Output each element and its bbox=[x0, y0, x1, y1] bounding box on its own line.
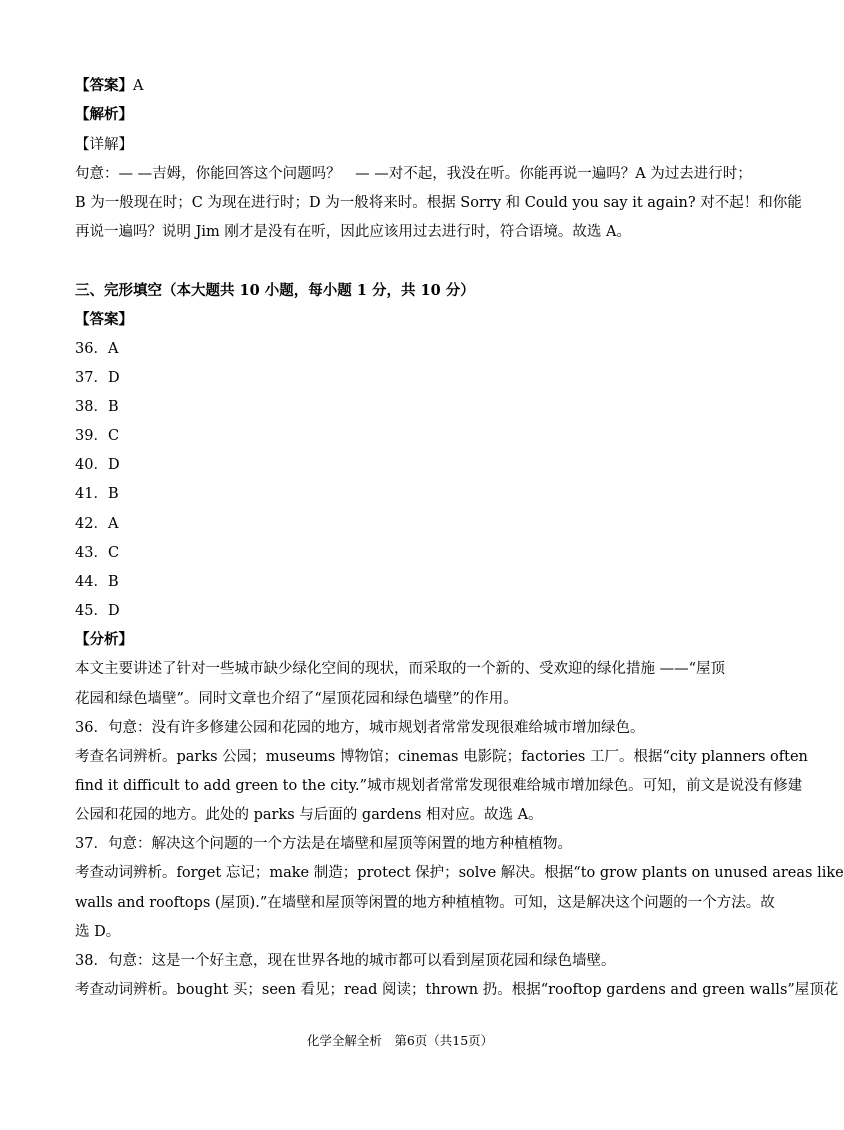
paragraph-line: 选 D。 bbox=[75, 924, 121, 940]
answer-line bbox=[75, 76, 730, 96]
paragraph-line: B 为一般现在时；C 为现在进行时；D 为一般将来时。根据 Sorry 和 Could you say it again? 对不起！和你能 bbox=[75, 195, 802, 211]
paragraph-line: 公园和花园的地方。此处的 parks 与后面的 gardens 相对应。故选 A。 bbox=[75, 807, 543, 823]
answer-item: 45．D bbox=[75, 603, 120, 619]
paragraph-line: walls and rooftops (屋顶).”在墙壁和屋顶等闲置的地方种植植物。可知，这是解决这个问题的一个方法。故 bbox=[75, 895, 775, 911]
paragraph-line: 考查动词辨析。bought 买；seen 看见；read 阅读；thrown 扔。根据“rooftop gardens and green walls”屋顶花 bbox=[75, 982, 839, 998]
paragraph-line: 本文主要讲述了针对一些城市缺少绿化空间的现状，而采取的一个新的、受欢迎的绿化措施 ——“屋顶 bbox=[75, 661, 726, 677]
analysis-heading: 【解析】 bbox=[75, 106, 133, 123]
paragraph-line: 花园和绿色墙壁”。同时文章也介绍了“屋顶花园和绿色墙壁”的作用。 bbox=[75, 691, 518, 707]
paragraph-line: 38．句意：这是一个好主意，现在世界各地的城市都可以看到屋顶花园和绿色墙壁。 bbox=[75, 953, 616, 969]
answer-item: 44．B bbox=[75, 574, 119, 590]
paragraph-line: 句意：— —吉姆，你能回答这个问题吗？ — —对不起，我没在听。你能再说一遍吗？A 为过去进行时； bbox=[75, 166, 752, 182]
answer-label: 【答案】 bbox=[75, 77, 133, 94]
answer-heading: 【答案】 bbox=[75, 311, 133, 328]
answer-value: A bbox=[133, 78, 144, 94]
section-heading: 三、完形填空（本大题共 10 小题，每小题 1 分，共 10 分） bbox=[75, 282, 475, 299]
paragraph-line: 36．句意：没有许多修建公园和花园的地方，城市规划者常常发现很难给城市增加绿色。 bbox=[75, 720, 645, 736]
answer-item: 43．C bbox=[75, 545, 120, 561]
answer-item: 38．B bbox=[75, 399, 119, 415]
paragraph-line: find it difficult to add green to the city.”城市规划者常常发现很难给城市增加绿色。可知，前文是说没有修建 bbox=[75, 778, 803, 794]
answer-item: 42．A bbox=[75, 516, 119, 532]
paragraph-line: 考查动词辨析。forget 忘记；make 制造；protect 保护；solve 解决。根据“to grow plants on unused areas like bbox=[75, 865, 844, 881]
page-footer: 化学全解全析 第6页（共15页） bbox=[306, 1033, 494, 1048]
answer-item: 37．D bbox=[75, 370, 120, 386]
answer-item: 41．B bbox=[75, 486, 119, 502]
paragraph-line: 37．句意：解决这个问题的一个方法是在墙壁和屋顶等闲置的地方种植植物。 bbox=[75, 836, 572, 852]
answer-item: 40．D bbox=[75, 457, 120, 473]
paragraph-line: 考查名词辨析。parks 公园；museums 博物馆；cinemas 电影院；factories 工厂。根据“city planners often bbox=[75, 749, 808, 765]
answer-item: 39．C bbox=[75, 428, 120, 444]
paragraph-line: 再说一遍吗？说明 Jim 刚才是没有在听，因此应该用过去进行时，符合语境。故选 A。 bbox=[75, 224, 631, 240]
analysis-subheading: 【分析】 bbox=[75, 631, 133, 648]
answer-item: 36．A bbox=[75, 341, 119, 357]
detail-heading: 【详解】 bbox=[75, 137, 133, 153]
